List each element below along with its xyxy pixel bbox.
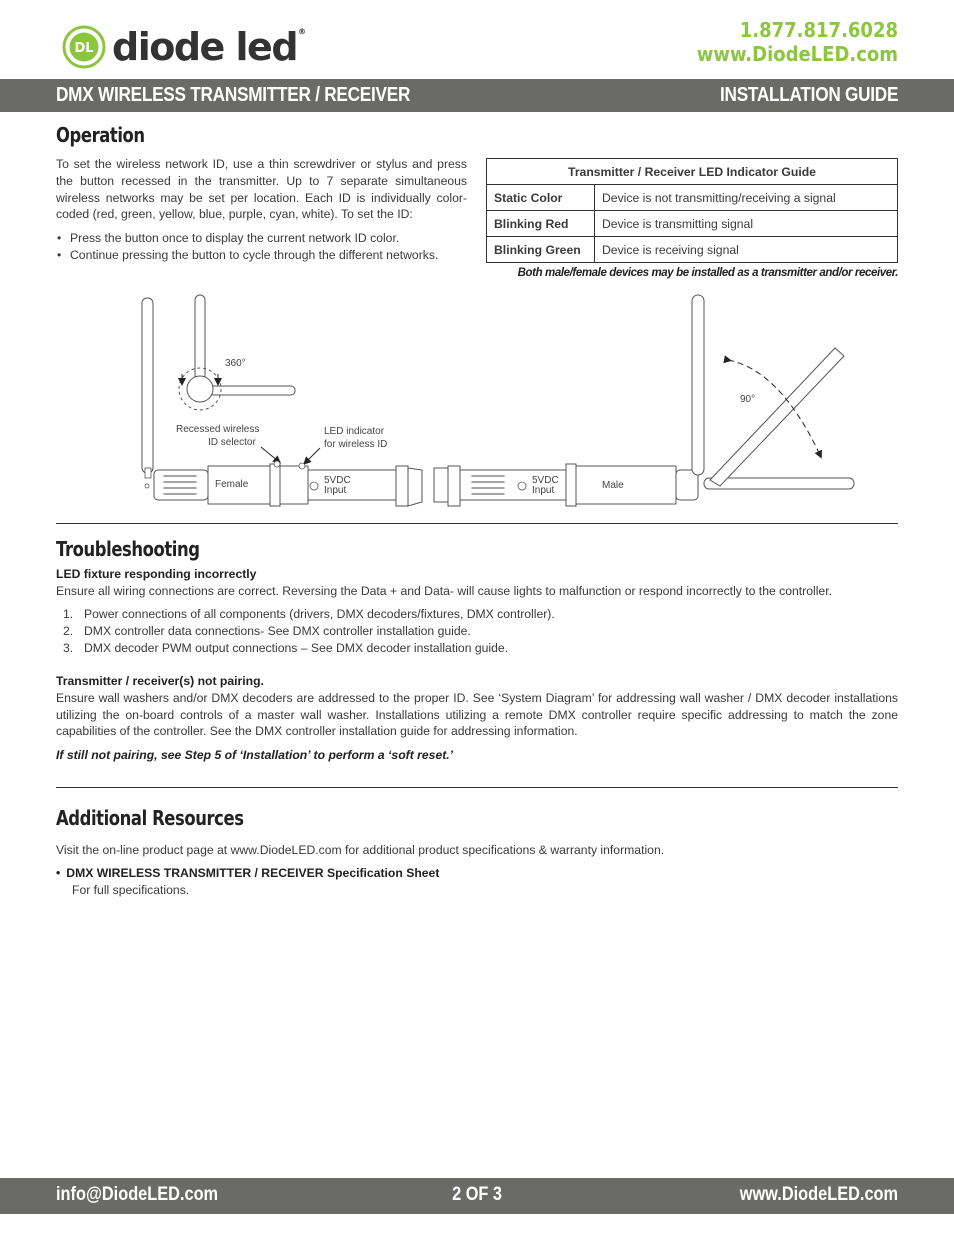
male-label: Male — [602, 480, 624, 491]
header-website[interactable]: www.DiodeLED.com — [696, 42, 898, 66]
footer-email[interactable]: info@DiodeLED.com — [56, 1184, 219, 1205]
female-antenna — [142, 298, 153, 478]
issue-text: Ensure all wiring connections are correct. Reversing the Data + and Data- will cause lights to malfunction or respond incorrectly to the controller. — [56, 584, 832, 598]
tilt-label: 90° — [740, 394, 756, 405]
rotation-label: 360° — [225, 358, 246, 369]
resource-item[interactable]: • DMX WIRELESS TRANSMITTER / RECEIVER Specification Sheet — [56, 865, 440, 880]
female-input-label-1: 5VDC — [324, 475, 351, 486]
troubleshooting-heading: Troubleshooting — [56, 537, 200, 561]
device-diagram — [120, 290, 900, 515]
table-cell-meaning: Device is transmitting signal — [595, 211, 898, 237]
female-input-label-2: Input — [324, 485, 347, 496]
document-type: INSTALLATION GUIDE — [719, 84, 898, 106]
table-cell-meaning: Device is not transmitting/receiving a signal — [595, 185, 898, 211]
table-note: Both male/female devices may be installed as a transmitter and/or receiver. — [517, 267, 898, 279]
female-device — [145, 461, 422, 506]
diode-led-logo-icon — [62, 25, 106, 69]
led-label-line2: for wireless ID — [324, 439, 388, 450]
footer-website[interactable]: www.DiodeLED.com — [739, 1184, 898, 1205]
table-cell-state: Blinking Green — [487, 237, 595, 263]
resources-content — [56, 842, 898, 899]
brand-logo — [62, 24, 305, 70]
rotation-inset — [179, 295, 295, 410]
male-antenna — [692, 295, 854, 489]
selector-label-line2: ID selector — [208, 437, 256, 448]
operation-bullets — [56, 230, 476, 264]
troubleshooting-content — [56, 566, 898, 762]
led-indicator-table — [486, 158, 898, 263]
issue-text: Ensure wall washers and/or DMX decoders are addressed to the proper ID. See ‘System Diagram’ for addressing wall washer / DMX decoder installations utilizing the on-board controls of a master wall washer. Installations utilizing a remote DMX controller require specific addressing to match the zone capabilities of the controller. See the DMX controller installation guide for addressing information. — [56, 690, 898, 739]
issue-heading: Transmitter / receiver(s) not pairing. — [56, 673, 264, 688]
list-item: • Press the button once to display the current network ID color. — [56, 230, 476, 247]
troubleshooting-steps — [56, 606, 898, 657]
list-item: 3. DMX decoder PWM output connections – See DMX decoder installation guide. — [63, 640, 509, 655]
footer-bar — [0, 1178, 954, 1214]
list-item: 2. DMX controller data connections- See DMX controller installation guide. — [63, 623, 471, 638]
table-heading: Transmitter / Receiver LED Indicator Guide — [487, 159, 898, 185]
male-device — [434, 464, 710, 506]
logo-mark-text: DL — [74, 41, 94, 56]
header-contact — [697, 18, 898, 66]
section-divider — [56, 523, 898, 524]
document-title: DMX WIRELESS TRANSMITTER / RECEIVER — [56, 84, 411, 106]
page-number: 2 OF 3 — [452, 1184, 502, 1205]
table-row — [487, 237, 898, 263]
female-label: Female — [215, 479, 249, 490]
list-item: • Continue pressing the button to cycle through the different networks. — [56, 247, 476, 264]
header-phone[interactable]: 1.877.817.6028 — [739, 18, 898, 42]
led-label-line1: LED indicator — [324, 426, 385, 437]
operation-heading: Operation — [56, 123, 145, 147]
resource-item-sub: For full specifications. — [72, 882, 190, 897]
table-cell-meaning: Device is receiving signal — [595, 237, 898, 263]
brand-name: diode led® — [112, 25, 305, 69]
section-divider — [56, 787, 898, 788]
resources-heading: Additional Resources — [56, 806, 244, 830]
male-input-label-1: 5VDC — [532, 475, 559, 486]
table-row — [487, 185, 898, 211]
operation-paragraph: To set the wireless network ID, use a thin screwdriver or stylus and press the button recessed in the transmitter. Up to 7 separate simultaneous wireless networks may be set per location. Each ID is individually color-coded (red, green, yellow, blue, purple, cyan, white). To set the ID: — [56, 157, 467, 222]
table-cell-state: Static Color — [487, 185, 595, 211]
male-input-label-2: Input — [532, 485, 555, 496]
selector-label-line1: Recessed wireless — [176, 424, 260, 435]
list-item: 1. Power connections of all components (drivers, DMX decoders/fixtures, DMX controller). — [63, 606, 555, 621]
reset-note: If still not pairing, see Step 5 of ‘Installation’ to perform a ‘soft reset.’ — [56, 748, 454, 763]
issue-heading: LED fixture responding incorrectly — [56, 567, 257, 581]
resources-text: Visit the on-line product page at www.DiodeLED.com for additional product specifications & warranty information. — [56, 843, 665, 857]
table-cell-state: Blinking Red — [487, 211, 595, 237]
table-row — [487, 211, 898, 237]
title-bar — [0, 79, 954, 112]
